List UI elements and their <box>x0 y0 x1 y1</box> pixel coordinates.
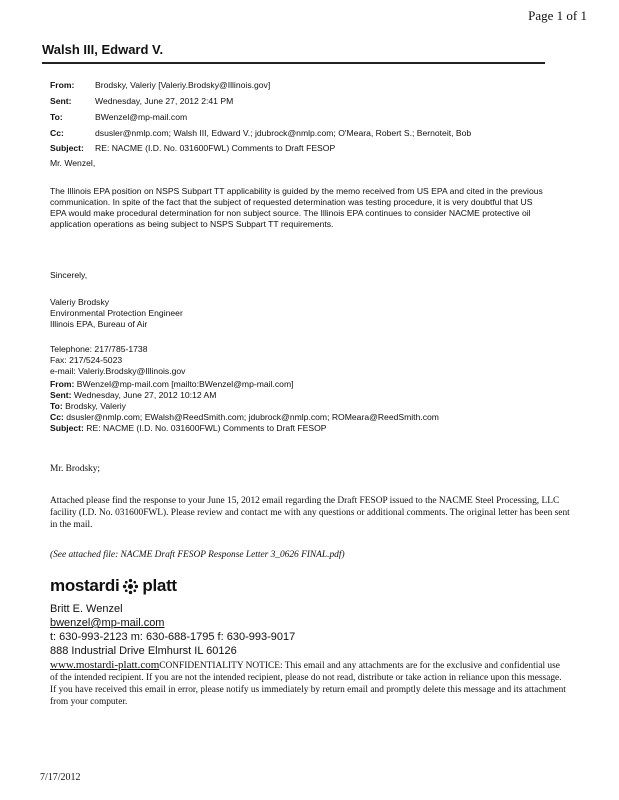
to-label: To: <box>50 112 63 122</box>
header-to <box>50 112 187 123</box>
fwd-subject-label: Subject: <box>50 423 84 433</box>
signature-website[interactable]: www.mostardi-platt.com <box>50 659 160 671</box>
fwd-subject <box>50 423 327 434</box>
to-value: BWenzel@mp-mail.com <box>95 112 188 122</box>
signature-name: Britt E. Wenzel <box>50 603 123 615</box>
reply-email: e-mail: Valeriy.Brodsky@Illinois.gov <box>50 366 186 376</box>
fwd-cc-label: Cc: <box>50 412 64 422</box>
reply-paragraph: The Illinois EPA position on NSPS Subpart TT applicability is guided by the memo received from US EPA and cited in the previous communication. In spite of the fact that the subject of requested determination was testing procedure, it is very doubtful that US EPA would make procedural determination for non subject source. The Illinois EPA continues to consider NACME protective oil application operations as being subject to NSPS Subpart TT requirements. <box>50 186 543 229</box>
original-greeting: Mr. Brodsky; <box>50 464 101 474</box>
cc-label: Cc: <box>50 128 64 138</box>
signature-address: 888 Industrial Drive Elmhurst IL 60126 <box>50 645 237 657</box>
fwd-to-value: Brodsky, Valeriy <box>65 401 126 411</box>
reply-greeting: Mr. Wenzel, <box>50 158 96 168</box>
header-divider <box>42 62 545 64</box>
fwd-to-label: To: <box>50 401 63 411</box>
header-cc <box>50 128 471 139</box>
footer-date: 7/17/2012 <box>40 772 81 783</box>
subject-value: RE: NACME (I.D. No. 031600FWL) Comments to Draft FESOP <box>95 143 336 153</box>
cc-value: dsusler@nmlp.com; Walsh III, Edward V.; jdubrock@nmlp.com; O'Meara, Robert S.; Bernoteit, Bob <box>95 128 472 138</box>
signature-email[interactable]: bwenzel@mp-mail.com <box>50 617 165 629</box>
company-logo <box>50 576 177 596</box>
sent-label: Sent: <box>50 96 72 106</box>
reply-closing: Sincerely, <box>50 270 88 280</box>
fwd-cc-value: dsusler@nmlp.com; EWalsh@ReedSmith.com; jdubrock@nmlp.com; ROMeara@ReedSmith.com <box>66 412 439 422</box>
fwd-to <box>50 401 126 412</box>
sender-name: Walsh III, Edward V. <box>42 42 164 57</box>
header-sent <box>50 96 233 107</box>
fwd-sent-value: Wednesday, June 27, 2012 10:12 AM <box>73 390 217 400</box>
logo-text-mostardi: mostardi <box>50 576 120 595</box>
signature-phones: t: 630-993-2123 m: 630-688-1795 f: 630-993-9017 <box>50 631 296 643</box>
fwd-cc <box>50 412 439 423</box>
reply-sig-name: Valeriy Brodsky <box>50 297 110 307</box>
confidentiality-notice: CONFIDENTIALITY NOTICE: This email and any attachments are for the exclusive and confidential use of the intended recipient. If you are not the intended recipient, please do not read, distribute or take action in reliance upon this message. If you have received this email in error, please notify us immediately by return email and promptly delete this message and its attachment from your computer. <box>50 661 566 707</box>
page-number: Page 1 of 1 <box>528 8 587 23</box>
original-paragraph: Attached please find the response to your June 15, 2012 email regarding the Draft FESOP issued to the NACME Steel Processing, LLC facility (I.D. No. 031600FWL). Please review and contact me with any questions or additional comments. The original letter has been sent in the mail. <box>50 496 570 530</box>
fwd-sent <box>50 390 216 401</box>
fwd-from-label: From: <box>50 379 75 389</box>
fwd-from <box>50 379 294 390</box>
logo-mark-icon <box>122 578 139 595</box>
reply-fax: Fax: 217/524-5023 <box>50 355 123 365</box>
reply-sig-org: Illinois EPA, Bureau of Air <box>50 319 148 329</box>
original-attachment-note: (See attached file: NACME Draft FESOP Response Letter 3_0626 FINAL.pdf) <box>50 550 345 560</box>
logo-text-platt: platt <box>142 576 177 595</box>
header-from <box>50 80 270 91</box>
reply-sig-title: Environmental Protection Engineer <box>50 308 183 318</box>
subject-label: Subject: <box>50 143 84 153</box>
reply-telephone: Telephone: 217/785-1738 <box>50 344 148 354</box>
sent-value: Wednesday, June 27, 2012 2:41 PM <box>95 96 234 106</box>
fwd-from-value: BWenzel@mp-mail.com [mailto:BWenzel@mp-mail.com] <box>76 379 294 389</box>
fwd-sent-label: Sent: <box>50 390 72 400</box>
confidentiality-block <box>50 659 570 708</box>
header-subject <box>50 143 335 154</box>
from-label: From: <box>50 80 75 90</box>
fwd-subject-value: RE: NACME (I.D. No. 031600FWL) Comments to Draft FESOP <box>86 423 327 433</box>
from-value: Brodsky, Valeriy [Valeriy.Brodsky@Illinois.gov] <box>95 80 271 90</box>
